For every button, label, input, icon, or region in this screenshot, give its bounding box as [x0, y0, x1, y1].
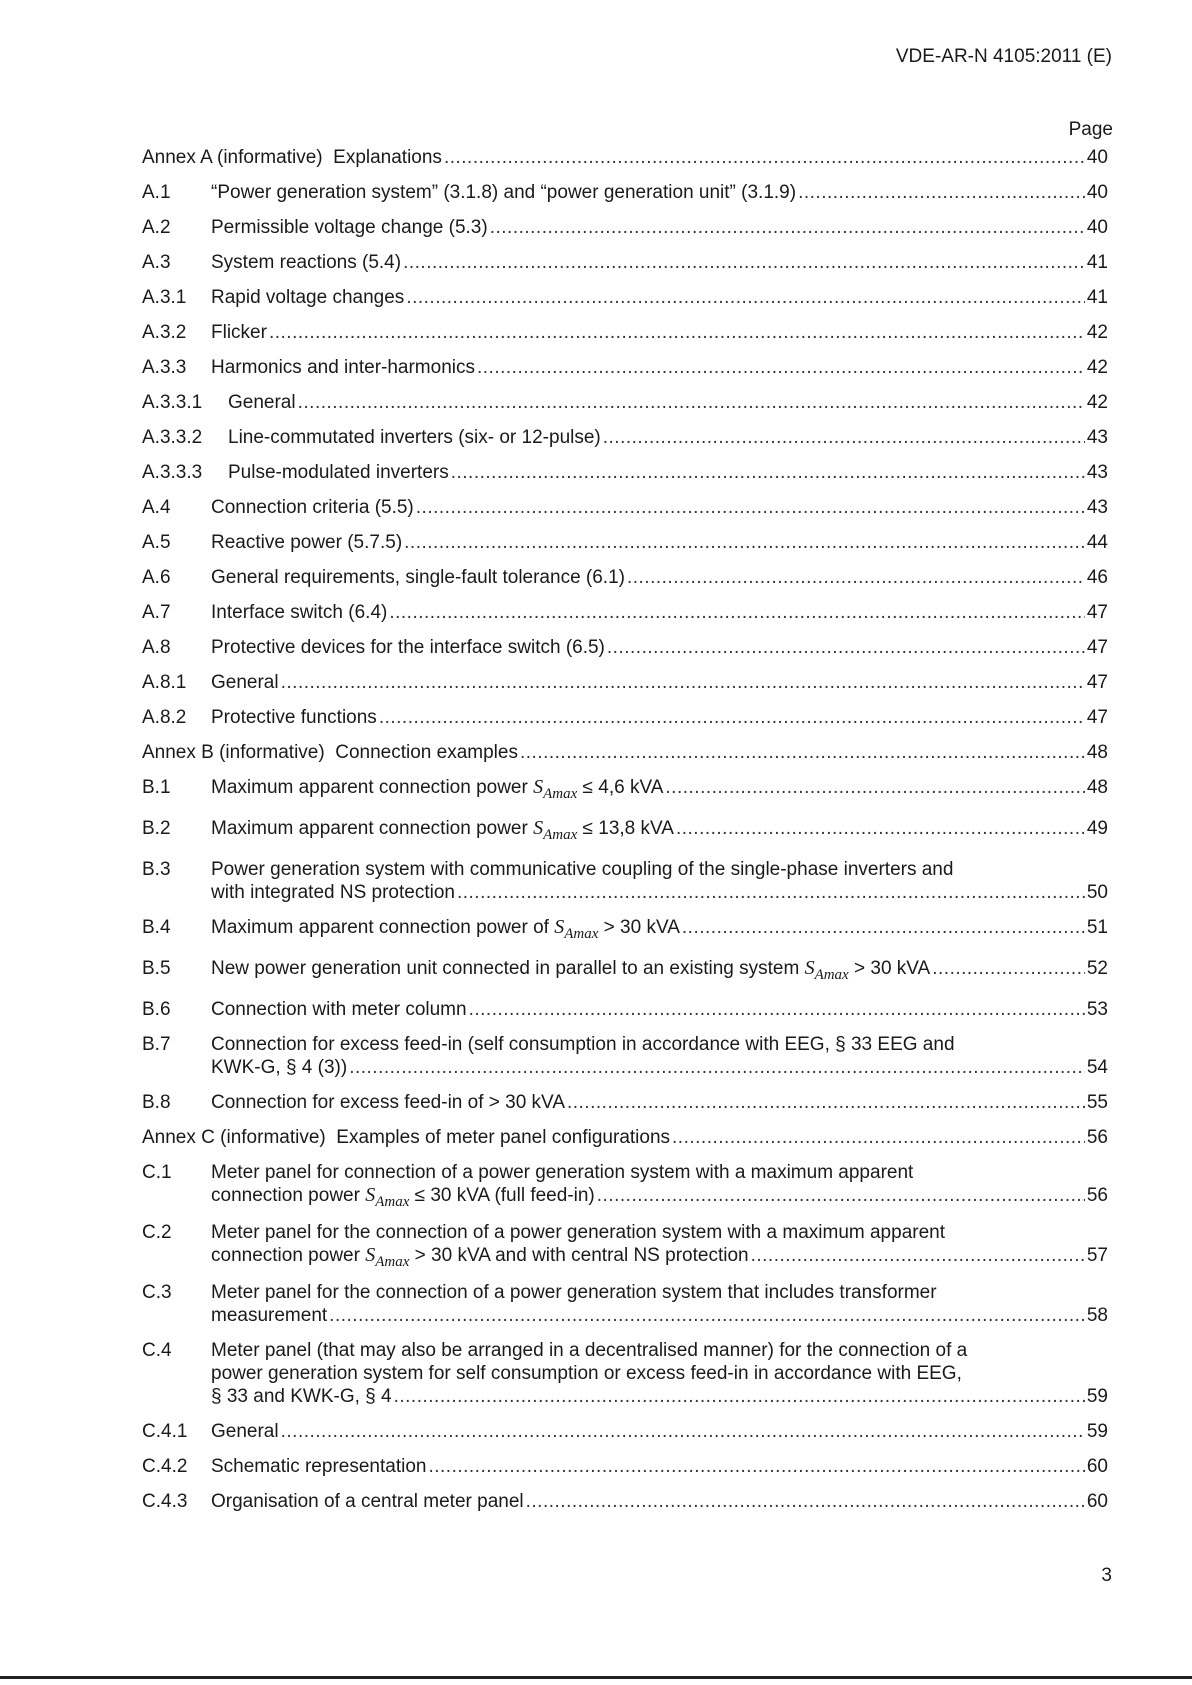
power-symbol: $S_{Amax}$ — [554, 916, 599, 942]
toc-page-number: 56 — [1086, 1185, 1108, 1206]
dot-leader — [394, 1385, 1085, 1408]
toc-entry[interactable] — [142, 1339, 1108, 1408]
power-symbol: $S_{Amax}$ — [365, 1184, 410, 1210]
toc-entry-number: B.1 — [142, 777, 171, 798]
toc-page-number: 50 — [1086, 882, 1108, 903]
toc-entry-number: B.7 — [142, 1034, 171, 1055]
toc-entry-title: System reactions (5.4) — [211, 252, 402, 273]
toc-entry[interactable] — [142, 671, 1108, 694]
toc-entry-number: A.4 — [142, 497, 171, 518]
toc-entry-title: Reactive power (5.7.5) — [211, 532, 403, 553]
toc-entry[interactable] — [142, 957, 1108, 982]
toc-page-number: 59 — [1086, 1386, 1108, 1407]
toc-entry-number: C.4.2 — [142, 1456, 188, 1477]
dot-leader — [269, 321, 1085, 344]
toc-entry[interactable] — [142, 531, 1108, 554]
table-of-contents — [142, 146, 1108, 1525]
toc-entry[interactable] — [142, 1161, 1108, 1209]
dot-leader — [490, 216, 1085, 239]
toc-page-number: 41 — [1086, 287, 1108, 308]
dot-leader — [798, 181, 1085, 204]
toc-entry-title: General — [211, 1421, 279, 1442]
toc-page-number: 43 — [1086, 497, 1108, 518]
toc-entry-title: Pulse-modulated inverters — [228, 462, 449, 483]
toc-entry-number: A.8.2 — [142, 707, 187, 728]
toc-entry-title: Meter panel for connection of a power generation system with a maximum apparent — [211, 1162, 914, 1183]
toc-entry[interactable] — [142, 776, 1108, 801]
dot-leader — [751, 1244, 1085, 1267]
toc-entry-title: “Power generation system” (3.1.8) and “power generation unit” (3.1.9) — [211, 182, 797, 203]
toc-page-number: 58 — [1086, 1305, 1108, 1326]
toc-entry[interactable] — [142, 391, 1108, 414]
toc-entry-title: Protective functions — [211, 707, 377, 728]
toc-entry-title: Organisation of a central meter panel — [211, 1491, 524, 1512]
toc-entry-title: General — [211, 672, 279, 693]
toc-page-number: 40 — [1086, 147, 1108, 168]
toc-entry[interactable] — [142, 1420, 1108, 1443]
toc-entry[interactable] — [142, 251, 1108, 274]
toc-entry[interactable] — [142, 1091, 1108, 1114]
power-symbol: $S_{Amax}$ — [804, 957, 849, 983]
toc-entry-number: A.5 — [142, 532, 171, 553]
toc-entry-title: Connection for excess feed-in (self consumption in accordance with EEG, § 33 EEG and — [211, 1034, 955, 1055]
power-symbol: $S_{Amax}$ — [533, 817, 578, 843]
page-number: 3 — [1101, 1565, 1112, 1586]
dot-leader — [404, 531, 1085, 554]
toc-entry-number: A.6 — [142, 567, 171, 588]
dot-leader — [469, 998, 1085, 1021]
toc-entry-title: Maximum apparent connection power $S_{Amax} \le 13,8$ kVA — [211, 817, 674, 843]
toc-entry-number: A.3.2 — [142, 322, 187, 343]
toc-entry-title: Line-commutated inverters (six- or 12-pulse) — [228, 427, 601, 448]
toc-entry[interactable] — [142, 426, 1108, 449]
toc-entry[interactable] — [142, 496, 1108, 519]
toc-page-number: 47 — [1086, 602, 1108, 623]
dot-leader — [379, 706, 1085, 729]
toc-entry-number: C.2 — [142, 1222, 172, 1243]
toc-page-number: 46 — [1086, 567, 1108, 588]
dot-leader — [567, 1091, 1085, 1114]
toc-page-number: 42 — [1086, 357, 1108, 378]
toc-entry-number: A.3.3 — [142, 357, 187, 378]
toc-entry-title: connection power $S_{Amax} \le 30$ kVA (full feed-in) — [211, 1184, 595, 1210]
dot-leader — [682, 916, 1085, 939]
dot-leader — [428, 1455, 1084, 1478]
dot-leader — [526, 1490, 1085, 1513]
dot-leader — [349, 1056, 1085, 1079]
toc-entry-title: Rapid voltage changes — [211, 287, 405, 308]
toc-entry-number: A.3.3.3 — [142, 462, 203, 483]
toc-entry-title: Maximum apparent connection power of $S_{Amax} > 30$ kVA — [211, 916, 680, 942]
toc-page-number: 56 — [1086, 1127, 1108, 1148]
dot-leader — [627, 566, 1085, 589]
toc-page-number: 43 — [1086, 462, 1108, 483]
dot-leader — [520, 741, 1085, 764]
toc-entry-title: Interface switch (6.4) — [211, 602, 388, 623]
toc-entry[interactable] — [142, 1033, 1108, 1079]
toc-page-number: 43 — [1086, 427, 1108, 448]
toc-entry-title: Meter panel for the connection of a power generation system with a maximum apparent — [211, 1222, 945, 1243]
toc-entry-title: KWK-G, § 4 (3)) — [211, 1057, 348, 1078]
dot-leader — [389, 601, 1085, 624]
toc-entry-number: A.3.1 — [142, 287, 187, 308]
dot-leader — [281, 671, 1085, 694]
toc-page-number: 60 — [1086, 1491, 1108, 1512]
toc-entry-number: B.8 — [142, 1092, 171, 1113]
toc-entry[interactable] — [142, 216, 1108, 239]
toc-entry-number: C.4.3 — [142, 1491, 188, 1512]
toc-page-number: 41 — [1086, 252, 1108, 273]
toc-entry-number: C.4.1 — [142, 1421, 188, 1442]
toc-page-number: 55 — [1086, 1092, 1108, 1113]
dot-leader — [665, 776, 1084, 799]
toc-entry-title: Maximum apparent connection power $S_{Amax} \le 4,6$ kVA — [211, 776, 664, 802]
toc-entry-title: Annex B (informative) Connection examples — [142, 742, 518, 763]
toc-entry-number: A.2 — [142, 217, 171, 238]
document-id-header: VDE-AR-N 4105:2011 (E) — [895, 46, 1112, 67]
dot-leader — [477, 356, 1085, 379]
toc-entry-number: B.2 — [142, 818, 171, 839]
dot-leader — [676, 817, 1085, 840]
toc-entry[interactable] — [142, 1281, 1108, 1327]
toc-page-number: 40 — [1086, 217, 1108, 238]
toc-entry[interactable] — [142, 181, 1108, 204]
power-symbol: $S_{Amax}$ — [533, 776, 578, 802]
dot-leader — [597, 1184, 1085, 1207]
toc-entry-number: A.3.3.2 — [142, 427, 203, 448]
dot-leader — [298, 391, 1085, 414]
toc-page-number: 49 — [1086, 818, 1108, 839]
toc-entry[interactable] — [142, 741, 1108, 764]
toc-page-number: 42 — [1086, 392, 1108, 413]
toc-page-number: 47 — [1086, 707, 1108, 728]
dot-leader — [457, 881, 1085, 904]
toc-page-number: 42 — [1086, 322, 1108, 343]
page-column-label: Page — [1068, 119, 1113, 140]
toc-page-number: 40 — [1086, 182, 1108, 203]
toc-page-number: 52 — [1086, 958, 1108, 979]
toc-entry-title: Meter panel (that may also be arranged in a decentralised manner) for the connection of a — [211, 1340, 968, 1361]
dot-leader — [607, 636, 1085, 659]
toc-entry-title: measurement — [211, 1305, 328, 1326]
toc-entry-number: A.1 — [142, 182, 171, 203]
toc-entry-number: A.3.3.1 — [142, 392, 203, 413]
toc-entry-title: Meter panel for the connection of a power generation system that includes transformer — [211, 1282, 937, 1303]
dot-leader — [444, 146, 1085, 169]
toc-page-number: 60 — [1086, 1456, 1108, 1477]
toc-page-number: 59 — [1086, 1421, 1108, 1442]
toc-entry[interactable] — [142, 817, 1108, 842]
toc-entry[interactable] — [142, 601, 1108, 624]
toc-entry[interactable] — [142, 1490, 1108, 1513]
dot-leader — [403, 251, 1085, 274]
toc-entry-title: Connection criteria (5.5) — [211, 497, 414, 518]
toc-entry[interactable] — [142, 286, 1108, 309]
toc-entry-title: Flicker — [211, 322, 267, 343]
toc-entry[interactable] — [142, 1126, 1108, 1149]
toc-entry[interactable] — [142, 356, 1108, 379]
toc-entry[interactable] — [142, 706, 1108, 729]
toc-page-number: 54 — [1086, 1057, 1108, 1078]
toc-entry[interactable] — [142, 146, 1108, 169]
toc-entry-number: B.5 — [142, 958, 171, 979]
toc-entry-number: B.3 — [142, 859, 171, 880]
toc-entry[interactable] — [142, 636, 1108, 659]
toc-entry-number: A.8.1 — [142, 672, 187, 693]
toc-entry-title: connection power $S_{Amax} > 30$ kVA and with central NS protection — [211, 1244, 749, 1270]
toc-page-number: 53 — [1086, 999, 1108, 1020]
toc-entry-title: General requirements, single-fault tolerance (6.1) — [211, 567, 625, 588]
toc-entry-title: Connection with meter column — [211, 999, 467, 1020]
dot-leader — [416, 496, 1085, 519]
toc-entry[interactable] — [142, 916, 1108, 941]
dot-leader — [932, 957, 1085, 980]
toc-entry-title: Power generation system with communicative coupling of the single-phase inverters and — [211, 859, 954, 880]
toc-entry[interactable] — [142, 566, 1108, 589]
toc-entry[interactable] — [142, 321, 1108, 344]
toc-entry[interactable] — [142, 858, 1108, 904]
toc-entry[interactable] — [142, 1455, 1108, 1478]
dot-leader — [281, 1420, 1085, 1443]
toc-entry-title: Protective devices for the interface switch (6.5) — [211, 637, 605, 658]
toc-entry-number: A.3 — [142, 252, 171, 273]
toc-entry[interactable] — [142, 998, 1108, 1021]
toc-entry-number: A.7 — [142, 602, 171, 623]
dot-leader — [406, 286, 1085, 309]
toc-entry-number: B.4 — [142, 917, 171, 938]
toc-page-number: 47 — [1086, 672, 1108, 693]
toc-entry-number: C.3 — [142, 1282, 172, 1303]
toc-entry-number: A.8 — [142, 637, 171, 658]
toc-entry-title: power generation system for self consumption or excess feed-in in accordance with EEG, — [211, 1363, 962, 1384]
toc-page-number: 48 — [1086, 742, 1108, 763]
toc-entry-number: C.4 — [142, 1340, 172, 1361]
power-symbol: $S_{Amax}$ — [365, 1244, 410, 1270]
dot-leader — [603, 426, 1085, 449]
toc-entry-title: Permissible voltage change (5.3) — [211, 217, 488, 238]
toc-entry-number: C.1 — [142, 1162, 172, 1183]
toc-entry-title: Annex C (informative) Examples of meter panel configurations — [142, 1127, 671, 1148]
dot-leader — [329, 1304, 1085, 1327]
dot-leader — [451, 461, 1085, 484]
toc-entry-title: Annex A (informative) Explanations — [142, 147, 442, 168]
toc-page-number: 44 — [1086, 532, 1108, 553]
toc-page-number: 57 — [1086, 1245, 1108, 1266]
toc-page-number: 51 — [1086, 917, 1108, 938]
toc-entry-title: General — [228, 392, 296, 413]
toc-entry-number: B.6 — [142, 999, 171, 1020]
toc-entry-title: with integrated NS protection — [211, 882, 455, 903]
toc-entry-title: Connection for excess feed-in of > 30 kVA — [211, 1092, 565, 1113]
toc-page-number: 48 — [1086, 777, 1108, 798]
toc-entry-title: § 33 and KWK-G, § 4 — [211, 1386, 392, 1407]
toc-entry[interactable] — [142, 1221, 1108, 1269]
toc-page-number: 47 — [1086, 637, 1108, 658]
dot-leader — [672, 1126, 1085, 1149]
toc-entry-title: New power generation unit connected in parallel to an existing system $S_{Amax} > 30$ kVA — [211, 957, 931, 983]
toc-entry-title: Schematic representation — [211, 1456, 427, 1477]
toc-entry-title: Harmonics and inter-harmonics — [211, 357, 475, 378]
toc-entry[interactable] — [142, 461, 1108, 484]
bottom-rule — [0, 1676, 1192, 1679]
